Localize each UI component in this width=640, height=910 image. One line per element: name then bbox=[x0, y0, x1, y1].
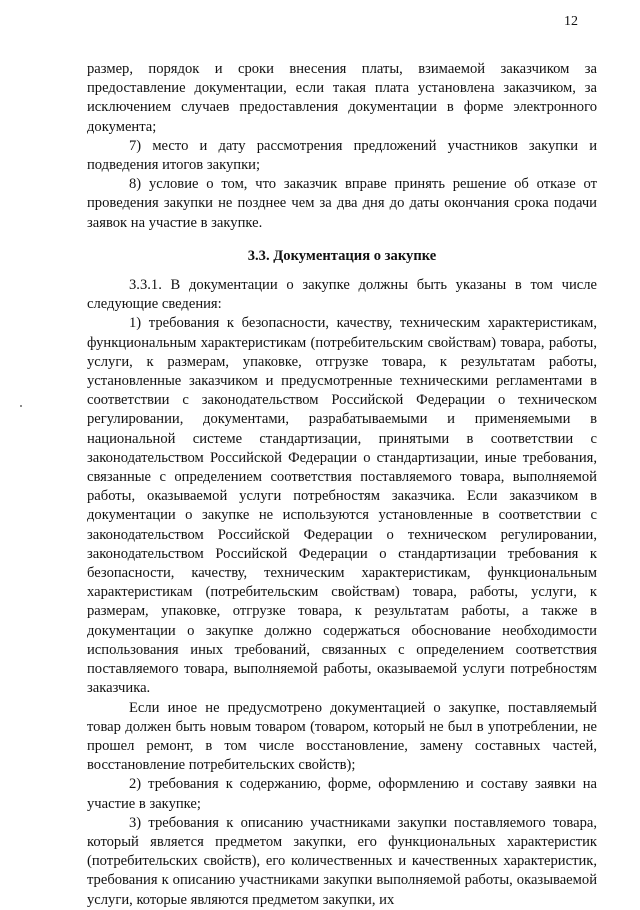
paragraph-item-7: 7) место и дату рассмотрения предложений участников закупки и подведения итогов закупки; bbox=[87, 137, 597, 174]
document-body bbox=[87, 60, 597, 910]
section-heading: 3.3. Документация о закупке bbox=[247, 247, 437, 264]
paragraph-item-2: 2) требования к содержанию, форме, оформлению и составу заявки на участие в закупке; bbox=[87, 776, 597, 812]
paragraph-3-3-1: 3.3.1. В документации о закупке должны быть указаны в том числе следующие сведения: bbox=[87, 277, 597, 313]
page-number: 12 bbox=[564, 14, 578, 29]
scan-speck bbox=[20, 405, 22, 407]
paragraph-fee-terms: размер, порядок и сроки внесения платы, взимаемой заказчиком за предоставление документации, если такая плата установлена заказчиком, за исключением случаев предоставления документации в форме электронного документа; bbox=[87, 61, 597, 135]
paragraph-item-1: 1) требования к безопасности, качеству, техническим характеристикам, функциональным характеристикам (потребительским свойствам) товара, работы, услуги, к размерам, упаковке, отгрузке товара, к результатам работы, установленные заказчиком и предусмотренные техническими регламентами в соответствии с законодательством Российской Федерации о техническом регулировании, документами, разрабатываемыми и применяемыми в национальной системе стандартизации, принятыми в соответствии с законодательством Российской Федерации о стандартизации, иные требования, связанные с определением соответствия поставляемого товара, выполняемой работы, оказываемой услуги потребностям заказчика. Если заказчиком в документации о закупке не используются установленные в соответствии с законодательством Российской Федерации о техническом регулировании, законодательством Российской Федерации о стандартизации требования к безопасности, качеству, техническим характеристикам, функциональным характеристикам (потребительским свойствам) товара, работы, услуги, к размерам, упаковке, отгрузке товара, к результатам работы, а также в документации о закупке должно содержаться обоснование необходимости использования иных требований, связанных с определением соответствия поставляемого товара, выполняемой работы, оказываемой услуги потребностям заказчика. bbox=[87, 315, 597, 697]
paragraph-item-3: 3) требования к описанию участниками закупки поставляемого товара, который является предметом закупки, его функциональных характеристик (потребительских свойств), его количественных и качественных характеристик, требования к описанию участниками закупки выполняемой работы, оказываемой услуги, которые являются предметом закупки, их bbox=[87, 814, 597, 908]
paragraph-new-goods: Если иное не предусмотрено документацией о закупке, поставляемый товар должен быть новым товаром (товаром, который не был в употреблении, не прошел ремонт, в том числе восстановление, замену составных частей, восстановление потребительских свойств); bbox=[87, 699, 597, 774]
paragraph-item-8: 8) условие о том, что заказчик вправе принять решение об отказе от проведения закупки не позднее чем за два дня до даты окончания срока подачи заявок на участие в закупке. bbox=[87, 176, 597, 231]
